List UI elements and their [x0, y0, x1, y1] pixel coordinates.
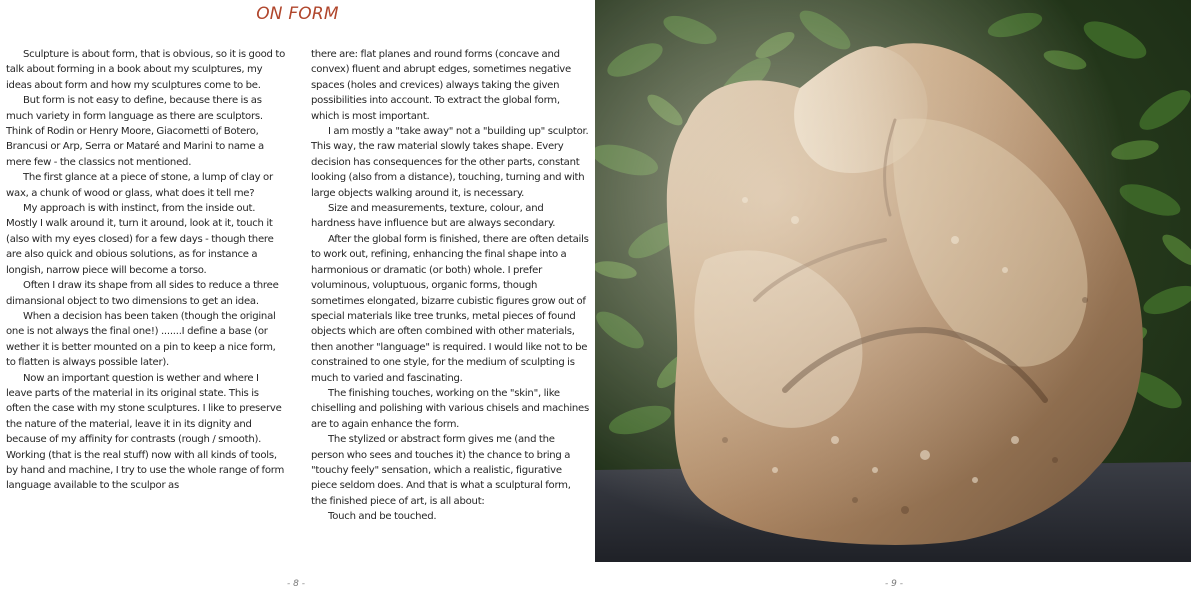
paragraph: But form is not easy to define, because there is as much variety in form language as there are sculptors. Think of Rodin or Henry Moore, Giacometti of Botero, Brancusi or Arp, Serra or Mataré and Marini to name a mere few - the classics not mentioned.: [6, 95, 264, 168]
paragraph: My approach is with instinct, from the inside out. Mostly I walk around it, turn it around, look at it, touch it (also with my eyes closed) for a few days - though there are also quick and obious solutions, as for instance a longish, narrow piece will become a torso.: [6, 203, 274, 276]
paragraph: Often I draw its shape from all sides to reduce a three dimansional object to two dimensions to get an idea.: [6, 280, 279, 307]
paragraph: Now an important question is wether and where I leave parts of the material in its original state. This is often the case with my stone sculptures. I like to preserve the nature of the material, leave it in its dignity and because of my affinity for contrasts (rough / smooth). Working (that is the real stuff) now with all kinds of tools, by hand and machine, I try to use the whole range of form language available to the sculpor as: [6, 372, 285, 492]
paragraph: The first glance at a piece of stone, a lump of clay or wax, a chunk of wood or glass, what does it tell me?: [6, 172, 273, 199]
page-number-right: - 9 -: [885, 579, 903, 589]
paragraph: When a decision has been taken (though the original one is not always the final one!) .......I define a base (or wether it is better mounted on a pin to keep a nice form, to flatten is always possible later).: [6, 310, 276, 369]
paragraph: Sculpture is about form, that is obvious, so it is good to talk about forming in a book about my sculptures, my ideas about form and how my sculptures come to be.: [6, 49, 286, 91]
paragraph: The finishing touches, working on the "skin", like chiselling and polishing with various chisels and machines are to again enhance the form.: [311, 387, 590, 430]
page-title: ON FORM: [256, 4, 339, 24]
sculpture-photo: [595, 0, 1191, 562]
paragraph: The stylized or abstract form gives me (and the person who sees and touches it) the chance to bring a "touchy feely" sensation, which a realistic, figurative piece seldom does. And that is what a sculptural form, the finished piece of art, is all about:: [311, 434, 571, 507]
paragraph: Touch and be touched.: [328, 511, 437, 523]
paragraph: Size and measurements, texture, colour, and hardness have influence but are always secondary.: [311, 203, 556, 230]
paragraph: there are: flat planes and round forms (concave and convex) fluent and abrupt edges, sometimes negative spaces (holes and crevices) always taking the given possibilities into account. To extract the global form, which is most important.: [311, 49, 571, 122]
text-column-left: [6, 47, 285, 494]
left-page: [0, 0, 595, 596]
text-column-right: [311, 47, 589, 525]
paragraph: I am mostly a "take away" not a "building up" sculptor. This way, the raw material slowly takes shape. Every decision has consequences for the other parts, constant looking (also from a distance), touching, turning and with large objects walking around it, is necessary.: [311, 126, 589, 199]
stone-sculpture-image: [595, 0, 1191, 562]
page-number-left: - 8 -: [287, 579, 305, 589]
paragraph: After the global form is finished, there are often details to work out, refining, enhancing the final shape into a harmonious or dramatic (or both) whole. I prefer voluminous, voluptuous, organic forms, though sometimes elongated, bizarre cubistic figures grow out of special materials like tree trunks, metal pieces of found objects which are often combined with other materials, then another "language" is required. I would like not to be constrained to one style, for the medium of sculpting is much to varied and fascinating.: [311, 233, 589, 384]
